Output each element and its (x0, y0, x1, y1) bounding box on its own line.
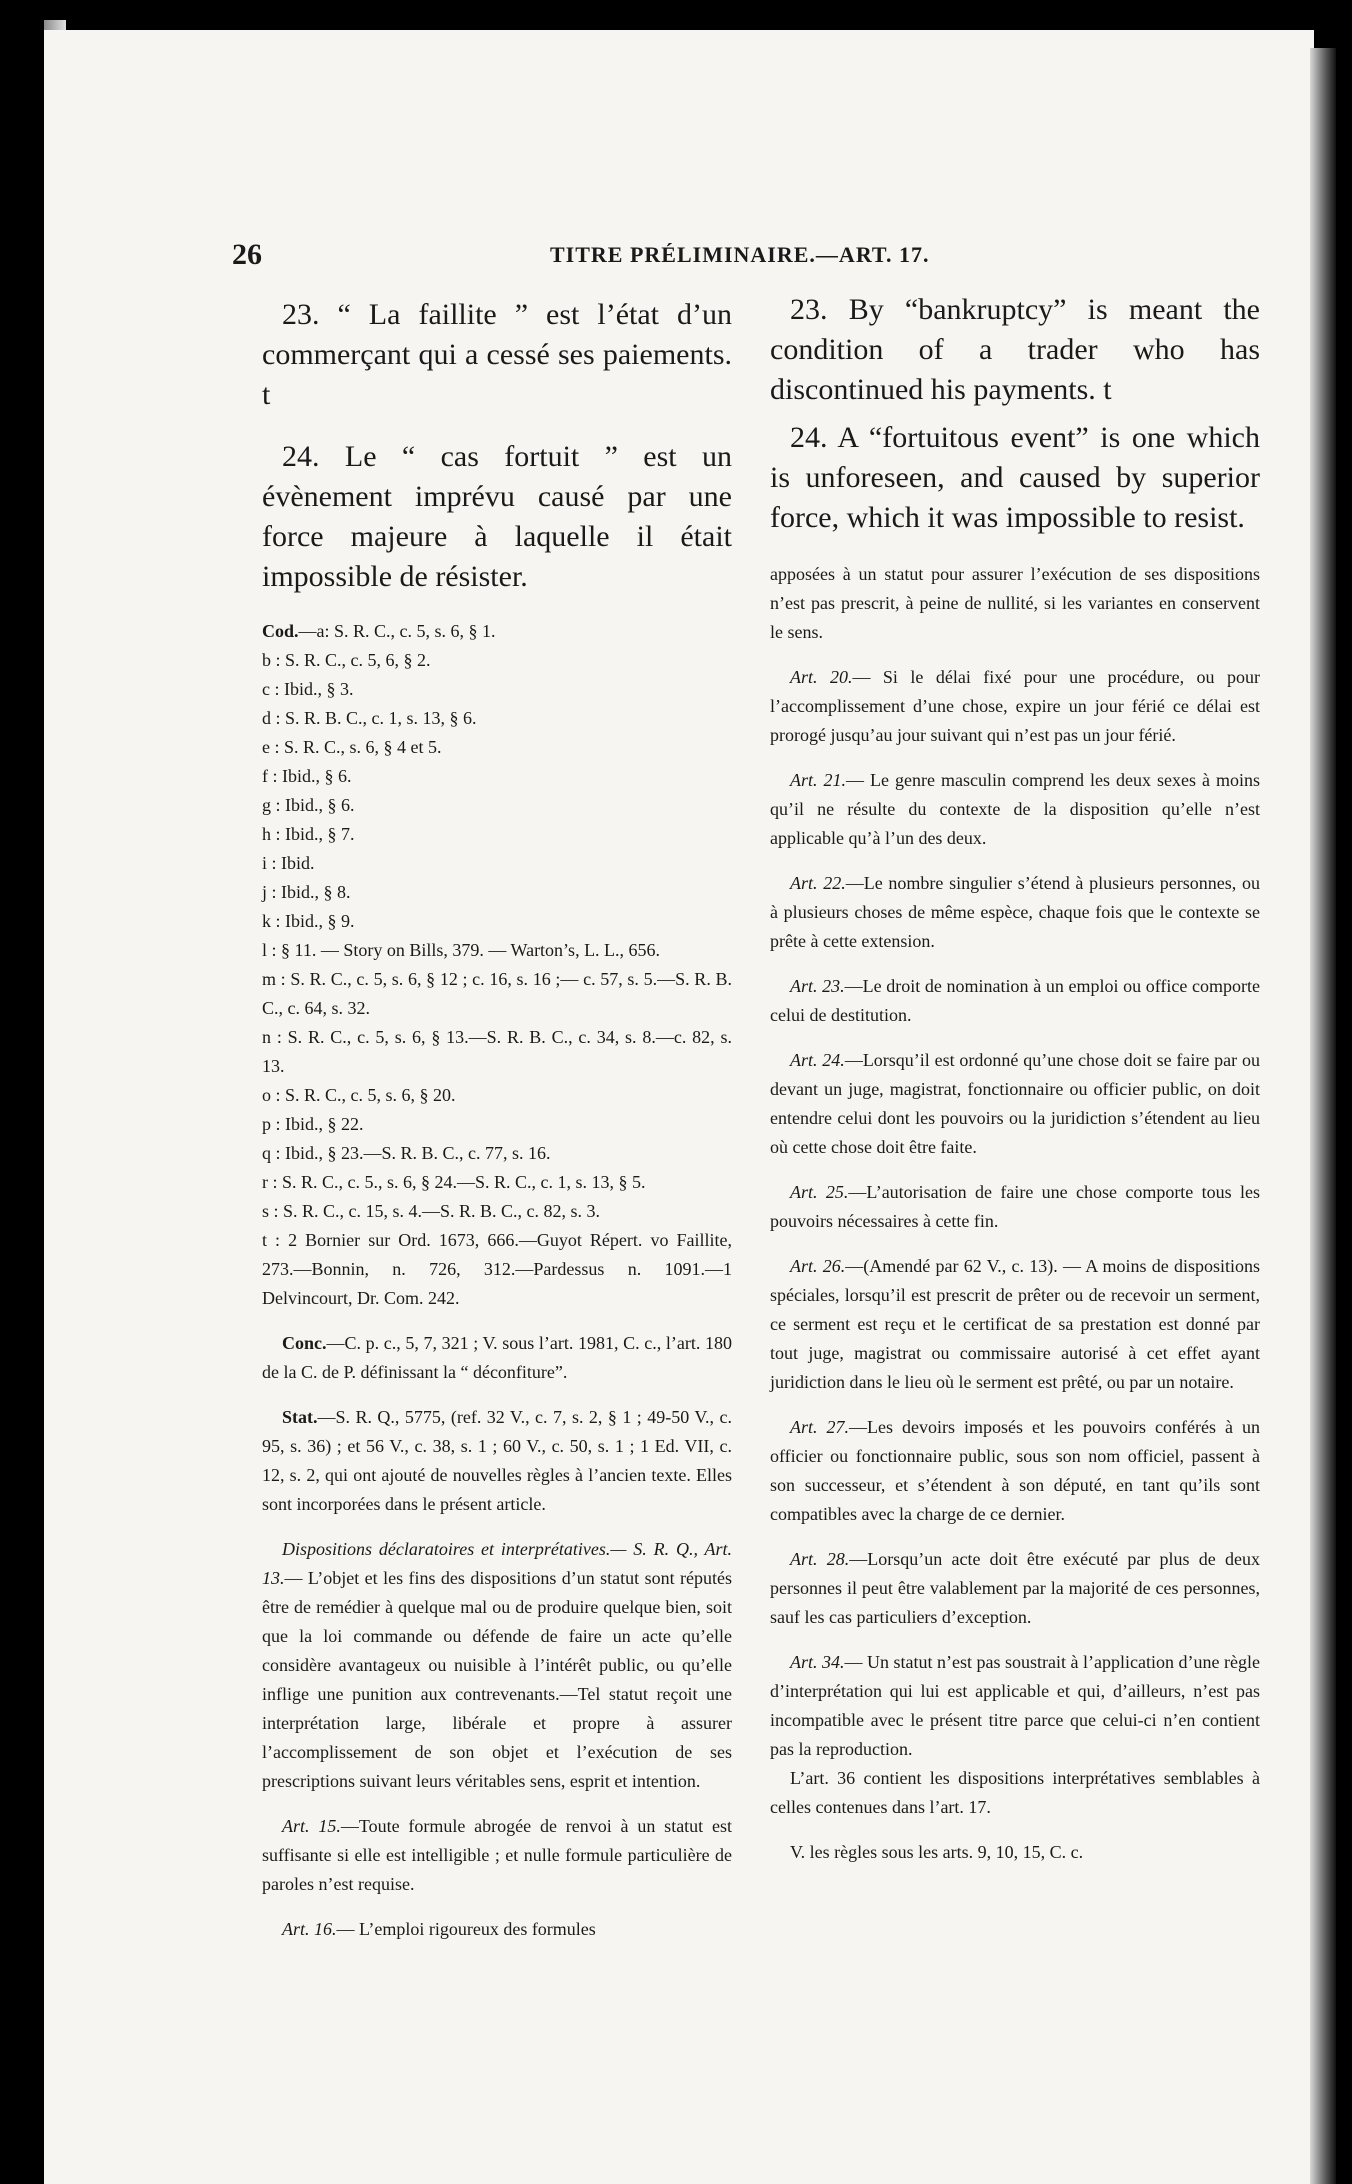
art-24-paragraph (770, 1046, 1260, 1162)
conc-note (262, 1329, 732, 1387)
cod-note: m : S. R. C., c. 5, s. 6, § 12 ; c. 16, s. 16 ;— c. 57, s. 5.—S. R. B. C., c. 64, s. 32. (262, 969, 732, 1018)
cod-note: o : S. R. C., c. 5, s. 6, § 20. (262, 1085, 456, 1105)
cod-note: j : Ibid., § 8. (262, 882, 351, 902)
art-34-paragraph (770, 1648, 1260, 1764)
stat-note (262, 1403, 732, 1519)
art-36-paragraph: L’art. 36 contient les dispositions interprétatives semblables à celles contenues dans l’art. 17. (770, 1768, 1260, 1817)
art-text: —L’autorisation de faire une chose comporte tous les pouvoirs nécessaires à cette fin. (770, 1182, 1260, 1231)
art-label: Art. 26. (790, 1256, 846, 1276)
art-label: Art. 28. (790, 1549, 850, 1569)
art-25-paragraph (770, 1178, 1260, 1236)
cod-note: n : S. R. C., c. 5, s. 6, § 13.—S. R. B. C., c. 34, s. 8.—c. 82, s. 13. (262, 1027, 732, 1076)
final-reference: V. les règles sous les arts. 9, 10, 15, C. c. (790, 1842, 1084, 1862)
art-text: —Lorsqu’un acte doit être exécuté par plus de deux personnes il peut être valablement par la majorité de ces personnes, sauf les cas particuliers d’exception. (770, 1549, 1260, 1627)
cod-note: p : Ibid., § 22. (262, 1114, 364, 1134)
art-text: — Si le délai fixé pour une procédure, ou pour l’accomplissement d’une chose, expire un jour férié ce délai est prorogé jusqu’au jour suivant qui n’est pas un jour férié. (770, 667, 1260, 745)
art-text: —Lorsqu’il est ordonné qu’une chose doit se faire par ou devant un juge, magistrat, fonctionnaire ou officier public, on doit entendre celui dont les pouvoirs ou la juridiction s’étendent au lieu où cette chose doit être faite. (770, 1050, 1260, 1157)
stat-label: Stat. (282, 1407, 318, 1427)
running-head: TITRE PRÉLIMINAIRE.—ART. 17. (550, 242, 930, 267)
cod-note: k : Ibid., § 9. (262, 911, 355, 931)
art-text: —Le nombre singulier s’étend à plusieurs personnes, ou à plusieurs choses de même espèce, chaque fois que le contexte se prête à cette extension. (770, 873, 1260, 951)
dispositions-heading: Dispositions déclaratoires et interprétatives.— S. R. Q., Art. 13. (262, 1539, 732, 1588)
art-23-paragraph (770, 972, 1260, 1030)
dispositions-text: — L’objet et les fins des dispositions d’un statut sont réputés être de remédier à quelque mal ou de produire quelque bien, soit que la loi commande ou défende de faire un acte qu’elle considère avantageux ou nuisible à l’intérêt public, ou qu’elle inflige une punition aux contrevenants.—Tel statut reçoit une interprétation large, libérale et propre à assurer l’accomplissement de son objet et l’exécution de ses prescriptions suivant leurs véritables sens, esprit et intention. (262, 1568, 732, 1791)
art-label: Art. 21. (790, 770, 847, 790)
art-27-paragraph (770, 1413, 1260, 1529)
cod-note: c : Ibid., § 3. (262, 679, 354, 699)
cod-note: d : S. R. B. C., c. 1, s. 13, § 6. (262, 708, 477, 728)
art-15-text: —Toute formule abrogée de renvoi à un statut est suffisante si elle est intelligible ; et nulle formule particulière de paroles n’est requise. (262, 1816, 732, 1894)
cod-note: r : S. R. C., c. 5., s. 6, § 24.—S. R. C., c. 1, s. 13, § 5. (262, 1172, 646, 1192)
art-22-paragraph (770, 869, 1260, 956)
art-15-label: Art. 15. (282, 1816, 341, 1836)
art-20-paragraph (770, 663, 1260, 750)
art-label: Art. 23. (790, 976, 845, 996)
cod-note: b : S. R. C., c. 5, 6, § 2. (262, 650, 431, 670)
page-header (232, 238, 952, 278)
cod-label: Cod. (262, 621, 299, 641)
art-label: Art. 24. (790, 1050, 845, 1070)
art-16-text: — L’emploi rigoureux des formules (336, 1919, 596, 1939)
cod-note: q : Ibid., § 23.—S. R. B. C., c. 77, s. 16. (262, 1143, 551, 1163)
art-text: — Le genre masculin comprend les deux sexes à moins qu’il ne résulte du contexte de la disposition qu’elle n’est applicable qu’à l’un des deux. (770, 770, 1260, 848)
conc-label: Conc. (282, 1333, 327, 1353)
art-16-paragraph (262, 1915, 732, 1944)
cod-note: i : Ibid. (262, 853, 315, 873)
english-column (770, 290, 1260, 1867)
cod-note: s : S. R. C., c. 15, s. 4.—S. R. B. C., c. 82, s. 3. (262, 1201, 601, 1221)
conc-text: —C. p. c., 5, 7, 321 ; V. sous l’art. 1981, C. c., l’art. 180 de la C. de P. définissant la “ déconfiture”. (262, 1333, 732, 1382)
cod-note: f : Ibid., § 6. (262, 766, 352, 786)
article-23-english: 23. By “bankruptcy” is meant the condition of a trader who has discontinued his payments. t (770, 293, 1260, 406)
book-edge-right (1310, 48, 1336, 2184)
dispositions-paragraph (262, 1535, 732, 1796)
art-label: Art. 34. (790, 1652, 845, 1672)
article-24-english: 24. A “fortuitous event” is one which is unforeseen, and caused by superior force, which it was impossible to resist. (770, 421, 1260, 534)
page-number: 26 (232, 238, 262, 271)
art-16-label: Art. 16. (282, 1919, 337, 1939)
cod-notes (262, 617, 732, 1313)
art-text: —Les devoirs imposés et les pouvoirs conférés à un officier ou fonctionnaire public, sous son nom officiel, passent à son successeur, et s’étendent à son député, en tant qu’ils sont compatibles avec la charge de ce dernier. (770, 1417, 1260, 1524)
cod-note: l : § 11. — Story on Bills, 379. — Warton’s, L. L., 656. (262, 940, 661, 960)
continued-text: apposées à un statut pour assurer l’exécution de ses dispositions n’est pas prescrit, à peine de nullité, si les variantes en conservent le sens. (770, 564, 1260, 642)
art-text: — Un statut n’est pas soustrait à l’application d’une règle d’interprétation qui lui est applicable et qui, d’ailleurs, n’est pas incompatible avec le présent titre parce que celui-ci n’en contient pas la reproduction. (770, 1652, 1260, 1759)
art-21-paragraph (770, 766, 1260, 853)
art-label: Art. 22. (790, 873, 846, 893)
art-label: Art. 25. (790, 1182, 849, 1202)
art-text: —(Amendé par 62 V., c. 13). — A moins de dispositions spéciales, lorsqu’il est prescrit de prêter ou de recevoir un serment, ce serment est reçu et le certificat de sa prestation est donné par tout juge, magistrat ou commissaire autorisé à cet effet ayant juridiction dans le lieu où le serment est prêté, ou par un notaire. (770, 1256, 1260, 1392)
art-26-paragraph (770, 1252, 1260, 1397)
art-label: Art. 27. (790, 1417, 850, 1437)
article-24-french: 24. Le “ cas fortuit ” est un évènement imprévu causé par une force majeure à laquelle il était impossible de résister. (262, 440, 732, 593)
art-label: Art. 20. (790, 667, 853, 687)
stat-text: —S. R. Q., 5775, (ref. 32 V., c. 7, s. 2, § 1 ; 49-50 V., c. 95, s. 36) ; et 56 V., c. 38, s. 1 ; 60 V., c. 50, s. 1 ; 1 Ed. VII, c. 12, s. 2, qui ont ajouté de nouvelles règles à l’ancien texte. Elles sont incorporées dans le présent article. (262, 1407, 732, 1514)
art-28-paragraph (770, 1545, 1260, 1632)
cod-note: —a: S. R. C., c. 5, s. 6, § 1. (298, 621, 496, 641)
article-23-french: 23. “ La faillite ” est l’état d’un commerçant qui a cessé ses paiements. t (262, 298, 732, 411)
cod-note: g : Ibid., § 6. (262, 795, 355, 815)
cod-note: e : S. R. C., s. 6, § 4 et 5. (262, 737, 442, 757)
cod-note: t : 2 Bornier sur Ord. 1673, 666.—Guyot Répert. vo Faillite, 273.—Bonnin, n. 726, 312.—Pardessus n. 1091.—1 Delvincourt, Dr. Com. 242. (262, 1230, 732, 1308)
art-15-paragraph (262, 1812, 732, 1899)
cod-note-first (262, 617, 732, 646)
cod-note: h : Ibid., § 7. (262, 824, 355, 844)
french-column (262, 295, 732, 1944)
art-text: —Le droit de nomination à un emploi ou office comporte celui de destitution. (770, 976, 1260, 1025)
